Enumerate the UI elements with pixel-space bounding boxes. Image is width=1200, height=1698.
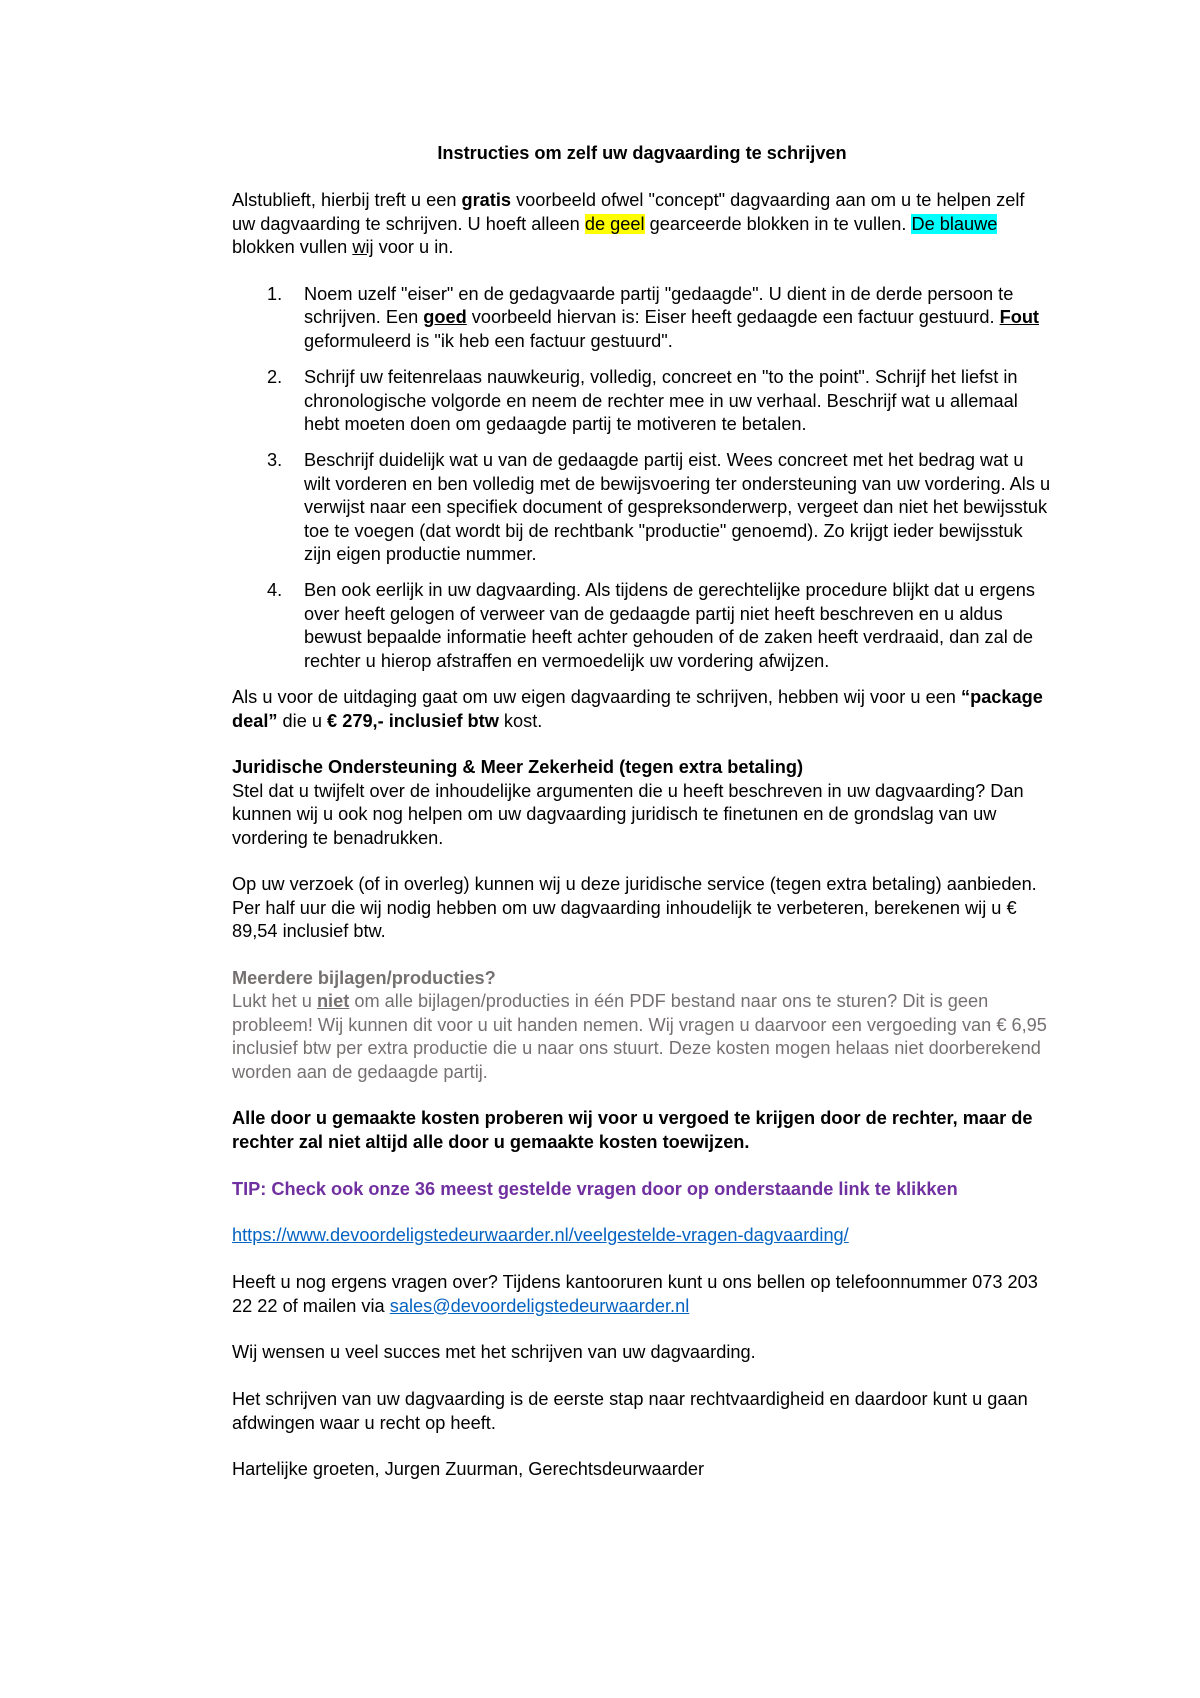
step-1-fout: Fout: [999, 307, 1039, 328]
step-4-text: Ben ook eerlijk in uw dagvaarding. Als tijdens de gerechtelijke procedure blijkt dat u ergens over heeft gelogen of verweer van de gedaagde partij niet heeft beschreven en u aldus bewust bepaalde informatie heeft achter gehouden of de zaken heeft verdraaid, dan zal de rechter u hierop afstraffen en vermoedelijk uw vordering afwijzen.: [304, 580, 1035, 671]
document-title: Instructies om zelf uw dagvaarding te schrijven: [437, 143, 847, 163]
faq-link[interactable]: https://www.devoordeligstedeurwaarder.nl/veelgestelde-vragen-dagvaarding/: [232, 1225, 849, 1246]
signoff-text: Hartelijke groeten, Jurgen Zuurman, Gerechtsdeurwaarder: [232, 1459, 705, 1480]
list-item: [232, 283, 1052, 353]
intro-text-5: voor u in.: [373, 237, 454, 258]
wish-text: Wij wensen u veel succes met het schrijven van uw dagvaarding.: [232, 1342, 756, 1363]
intro-text-4: blokken vullen: [232, 237, 353, 258]
intro-text-3: gearceerde blokken in te vullen.: [644, 213, 912, 234]
package-price: € 279,- inclusief btw: [327, 710, 499, 731]
package-deal: “package deal”: [232, 687, 1043, 731]
closing-text: Het schrijven van uw dagvaarding is de eerste stap naar rechtvaardigheid en daardoor kunt u gaan afdwingen waar u recht op heeft.: [232, 1389, 1028, 1433]
legal-paragraph-2: Op uw verzoek (of in overleg) kunnen wij u deze juridische service (tegen extra betaling) aanbieden. Per half uur die wij nodig hebben om uw dagvaarding inhoudelijk te verbeteren, berekenen wij u € 89,54 inclusief btw.: [232, 874, 1037, 942]
attachments-text-b: om alle bijlagen/producties in één PDF bestand naar ons te sturen? Dit is geen probleem! Wij kunnen dit voor u uit handen nemen. Wij vragen u daarvoor een vergoeding van € 6,95 inclusief btw per extra productie die u naar ons stuurt. Deze kosten mogen helaas niet doorberekend worden aan de gedaagde partij.: [232, 991, 1047, 1082]
legal-paragraph: Stel dat u twijfelt over de inhoudelijke argumenten die u heeft beschreven in uw dagvaarding? Dan kunnen wij u ook nog helpen om uw dagvaarding juridisch te finetunen en de grondslag van uw vordering te benadrukken.: [232, 780, 1024, 848]
intro-wij: wij: [352, 237, 374, 258]
contact-paragraph: [232, 1271, 1052, 1318]
package-text-b: die u: [277, 710, 328, 731]
costs-note: Alle door u gemaakte kosten proberen wij voor u vergoed te krijgen door de rechter, maar de rechter zal niet altijd alle door u gemaakte kosten toewijzen.: [232, 1108, 1033, 1152]
intro-text-1: Alstublieft, hierbij treft u een: [232, 190, 462, 211]
attachments-paragraph: [232, 990, 1052, 1084]
step-1-text-b: voorbeeld hiervan is: Eiser heeft gedaagde een factuur gestuurd.: [466, 307, 1000, 328]
step-3-text: Beschrijf duidelijk wat u van de gedaagde partij eist. Wees concreet met het bedrag wat u wilt vorderen en ben volledig met de bewijsvoering ter ondersteuning van uw vordering. Als u verwijst naar een specifiek document of gespreksonderwerp, vergeet dan niet het bewijsstuk toe te voegen (dat wordt bij de rechtbank "productie" genoemd). Zo krijgt ieder bewijsstuk zijn eigen productie nummer.: [304, 450, 1051, 565]
intro-paragraph: [232, 189, 1052, 259]
attachments-niet: niet: [316, 991, 350, 1012]
list-item: [232, 449, 1052, 566]
step-1-text-a: Noem uzelf "eiser" en de gedagvaarde partij "gedaagde". U dient in de derde persoon te schrijven. Een: [304, 284, 1014, 328]
intro-cyan-highlight: De blauwe: [911, 213, 998, 234]
intro-text-2: voorbeeld ofwel "concept" dagvaarding aan om u te helpen zelf uw dagvaarding te schrijven. U hoeft alleen: [232, 190, 1025, 234]
intro-yellow-highlight: de geel: [584, 213, 645, 234]
step-1-goed: goed: [423, 307, 467, 328]
list-item: [232, 579, 1052, 673]
list-number: 3.: [267, 450, 283, 471]
document-body: [232, 142, 1052, 1482]
list-item: [232, 366, 1052, 436]
contact-text: Heeft u nog ergens vragen over? Tijdens kantooruren kunt u ons bellen op telefoonnummer 073 203 22 22 of mailen via: [232, 1272, 1038, 1316]
legal-heading: Juridische Ondersteuning & Meer Zekerheid (tegen extra betaling): [232, 757, 804, 778]
email-link[interactable]: sales@devoordeligstedeurwaarder.nl: [389, 1295, 690, 1316]
faq-link-paragraph: [232, 1224, 1052, 1247]
list-number: 4.: [267, 580, 283, 601]
step-2-text: Schrijf uw feitenrelaas nauwkeurig, volledig, concreet en "to the point". Schrijf het liefst in chronologische volgorde en neem de rechter mee in uw verhaal. Beschrijf wat u allemaal hebt moeten doen om gedaagde partij te motiveren te betalen.: [304, 367, 1018, 435]
package-text-a: Als u voor de uitdaging gaat om uw eigen dagvaarding te schrijven, hebben wij voor u een: [232, 687, 961, 708]
package-paragraph: [232, 686, 1052, 733]
package-text-c: kost.: [498, 710, 543, 731]
attachments-text-a: Lukt het u: [232, 991, 317, 1012]
step-1-text-c: geformuleerd is "ik heb een factuur gestuurd".: [304, 330, 673, 351]
list-number: 1.: [267, 284, 283, 305]
tip-text: TIP: Check ook onze 36 meest gestelde vragen door op onderstaande link te klikken: [232, 1178, 958, 1199]
instruction-list: [232, 283, 1052, 673]
list-number: 2.: [267, 367, 283, 388]
attachments-heading: Meerdere bijlagen/producties?: [232, 967, 496, 988]
intro-gratis: gratis: [461, 190, 512, 211]
